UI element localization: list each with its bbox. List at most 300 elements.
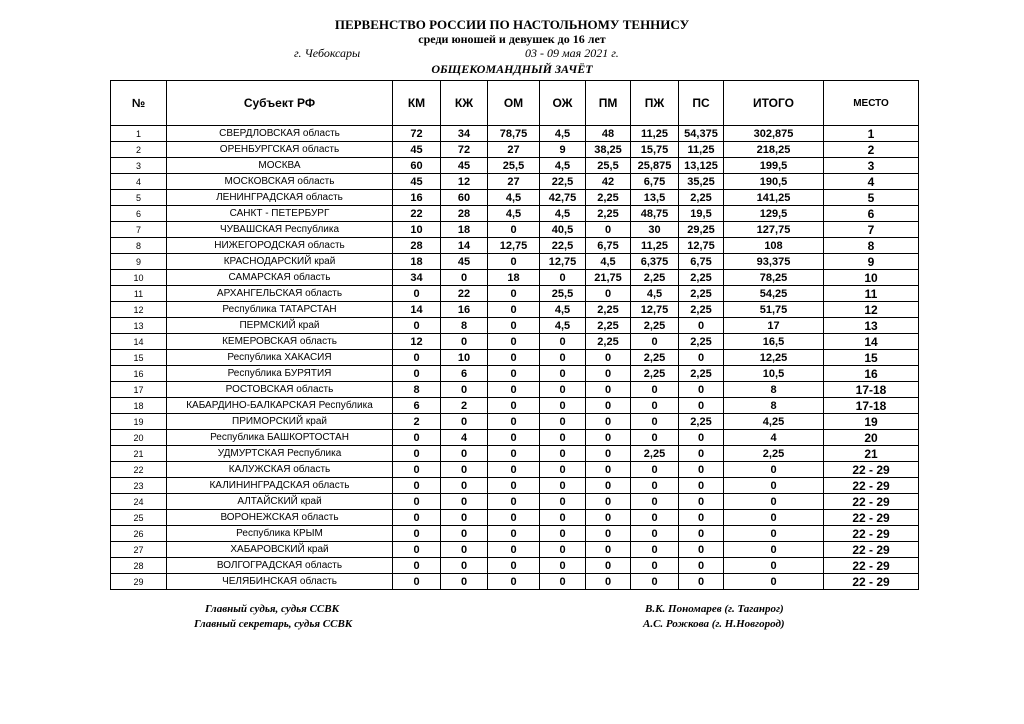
cell-total: 54,25: [724, 286, 824, 302]
cell-ps: 2,25: [679, 190, 724, 206]
cell-ps: 0: [679, 430, 724, 446]
cell-total: 8: [724, 382, 824, 398]
cell-km: 6: [393, 398, 441, 414]
cell-kzh: 12: [441, 174, 488, 190]
cell-ozh: 22,5: [540, 174, 586, 190]
cell-kzh: 0: [441, 478, 488, 494]
cell-total: 0: [724, 574, 824, 590]
cell-pzh: 48,75: [631, 206, 679, 222]
cell-ozh: 0: [540, 478, 586, 494]
cell-pm: 0: [586, 430, 631, 446]
table-row: [111, 318, 919, 334]
cell-subject: РОСТОВСКАЯ область: [167, 382, 393, 398]
cell-pm: 0: [586, 558, 631, 574]
cell-pzh: 2,25: [631, 350, 679, 366]
cell-om: 0: [488, 286, 540, 302]
cell-ozh: 4,5: [540, 206, 586, 222]
cell-place: 12: [824, 302, 919, 318]
cell-subject: ЛЕНИНГРАДСКАЯ область: [167, 190, 393, 206]
cell-ozh: 9: [540, 142, 586, 158]
cell-number: 9: [111, 254, 167, 270]
results-body: [111, 126, 919, 590]
cell-subject: НИЖЕГОРОДСКАЯ область: [167, 238, 393, 254]
cell-subject: ПЕРМСКИЙ край: [167, 318, 393, 334]
cell-ozh: 0: [540, 494, 586, 510]
cell-km: 0: [393, 510, 441, 526]
cell-ps: 2,25: [679, 414, 724, 430]
cell-om: 18: [488, 270, 540, 286]
cell-km: 0: [393, 286, 441, 302]
cell-pzh: 25,875: [631, 158, 679, 174]
chief-secretary-title: Главный секретарь, судья ССВК: [194, 618, 353, 630]
column-header-km: КМ: [393, 81, 441, 126]
cell-number: 4: [111, 174, 167, 190]
cell-pm: 2,25: [586, 190, 631, 206]
cell-place: 15: [824, 350, 919, 366]
table-row: [111, 494, 919, 510]
cell-ozh: 0: [540, 558, 586, 574]
table-row: [111, 254, 919, 270]
cell-ozh: 0: [540, 382, 586, 398]
cell-number: 18: [111, 398, 167, 414]
cell-place: 6: [824, 206, 919, 222]
cell-total: 16,5: [724, 334, 824, 350]
cell-ps: 2,25: [679, 334, 724, 350]
cell-kzh: 0: [441, 334, 488, 350]
cell-ozh: 0: [540, 510, 586, 526]
cell-subject: Республика КРЫМ: [167, 526, 393, 542]
cell-place: 8: [824, 238, 919, 254]
chief-judge-name: В.К. Пономарев (г. Таганрог): [645, 603, 784, 615]
cell-km: 0: [393, 494, 441, 510]
cell-pm: 21,75: [586, 270, 631, 286]
cell-om: 0: [488, 446, 540, 462]
event-city: г. Чебоксары: [294, 46, 361, 60]
cell-subject: Республика БУРЯТИЯ: [167, 366, 393, 382]
column-header-ps: ПС: [679, 81, 724, 126]
cell-place: 7: [824, 222, 919, 238]
cell-km: 14: [393, 302, 441, 318]
cell-pm: 0: [586, 446, 631, 462]
table-row: [111, 126, 919, 142]
cell-number: 6: [111, 206, 167, 222]
cell-place: 22 - 29: [824, 478, 919, 494]
cell-km: 0: [393, 430, 441, 446]
cell-ps: 0: [679, 542, 724, 558]
cell-total: 0: [724, 478, 824, 494]
cell-pzh: 0: [631, 334, 679, 350]
table-row: [111, 334, 919, 350]
cell-pzh: 0: [631, 510, 679, 526]
cell-ozh: 0: [540, 350, 586, 366]
cell-km: 72: [393, 126, 441, 142]
cell-ozh: 12,75: [540, 254, 586, 270]
cell-km: 8: [393, 382, 441, 398]
cell-ozh: 0: [540, 398, 586, 414]
cell-pzh: 6,75: [631, 174, 679, 190]
cell-ps: 0: [679, 398, 724, 414]
cell-number: 28: [111, 558, 167, 574]
cell-total: 0: [724, 542, 824, 558]
cell-subject: МОСКОВСКАЯ область: [167, 174, 393, 190]
cell-number: 24: [111, 494, 167, 510]
cell-total: 141,25: [724, 190, 824, 206]
cell-place: 10: [824, 270, 919, 286]
cell-ps: 12,75: [679, 238, 724, 254]
cell-pzh: 0: [631, 542, 679, 558]
cell-pzh: 2,25: [631, 446, 679, 462]
cell-number: 2: [111, 142, 167, 158]
cell-place: 16: [824, 366, 919, 382]
cell-kzh: 6: [441, 366, 488, 382]
cell-om: 25,5: [488, 158, 540, 174]
cell-ps: 2,25: [679, 270, 724, 286]
cell-ps: 6,75: [679, 254, 724, 270]
table-row: [111, 302, 919, 318]
cell-km: 22: [393, 206, 441, 222]
cell-number: 15: [111, 350, 167, 366]
cell-pzh: 13,5: [631, 190, 679, 206]
cell-km: 0: [393, 350, 441, 366]
cell-ps: 11,25: [679, 142, 724, 158]
cell-ps: 2,25: [679, 286, 724, 302]
cell-om: 0: [488, 510, 540, 526]
cell-om: 0: [488, 430, 540, 446]
cell-pzh: 2,25: [631, 366, 679, 382]
table-row: [111, 366, 919, 382]
cell-kzh: 18: [441, 222, 488, 238]
cell-pzh: 30: [631, 222, 679, 238]
cell-pm: 48: [586, 126, 631, 142]
cell-pm: 0: [586, 542, 631, 558]
table-row: [111, 574, 919, 590]
cell-place: 3: [824, 158, 919, 174]
cell-km: 45: [393, 174, 441, 190]
table-row: [111, 190, 919, 206]
cell-number: 13: [111, 318, 167, 334]
cell-kzh: 0: [441, 446, 488, 462]
cell-total: 8: [724, 398, 824, 414]
cell-ps: 0: [679, 318, 724, 334]
cell-subject: ХАБАРОВСКИЙ край: [167, 542, 393, 558]
cell-om: 0: [488, 414, 540, 430]
cell-pm: 0: [586, 462, 631, 478]
cell-ozh: 25,5: [540, 286, 586, 302]
cell-number: 26: [111, 526, 167, 542]
cell-pm: 0: [586, 510, 631, 526]
cell-subject: ПРИМОРСКИЙ край: [167, 414, 393, 430]
table-row: [111, 558, 919, 574]
cell-om: 0: [488, 318, 540, 334]
chief-secretary-name: А.С. Рожкова (г. Н.Новгород): [643, 618, 785, 630]
cell-ozh: 0: [540, 334, 586, 350]
cell-total: 78,25: [724, 270, 824, 286]
cell-pm: 4,5: [586, 254, 631, 270]
cell-ozh: 0: [540, 462, 586, 478]
cell-ps: 19,5: [679, 206, 724, 222]
table-row: [111, 430, 919, 446]
cell-subject: ОРЕНБУРГСКАЯ область: [167, 142, 393, 158]
column-header-om: ОМ: [488, 81, 540, 126]
cell-km: 12: [393, 334, 441, 350]
cell-kzh: 45: [441, 254, 488, 270]
cell-subject: КРАСНОДАРСКИЙ край: [167, 254, 393, 270]
column-header-total: ИТОГО: [724, 81, 824, 126]
table-row: [111, 510, 919, 526]
cell-om: 0: [488, 574, 540, 590]
cell-pzh: 0: [631, 574, 679, 590]
cell-om: 0: [488, 398, 540, 414]
cell-number: 1: [111, 126, 167, 142]
cell-ps: 0: [679, 462, 724, 478]
cell-subject: АЛТАЙСКИЙ край: [167, 494, 393, 510]
table-row: [111, 174, 919, 190]
cell-kzh: 14: [441, 238, 488, 254]
cell-ozh: 0: [540, 446, 586, 462]
cell-kzh: 34: [441, 126, 488, 142]
cell-ps: 0: [679, 574, 724, 590]
cell-subject: ЧУВАШСКАЯ Республика: [167, 222, 393, 238]
cell-pm: 0: [586, 350, 631, 366]
cell-pm: 0: [586, 398, 631, 414]
cell-pm: 2,25: [586, 334, 631, 350]
cell-om: 0: [488, 350, 540, 366]
column-header-ozh: ОЖ: [540, 81, 586, 126]
cell-ps: 0: [679, 510, 724, 526]
cell-kzh: 0: [441, 382, 488, 398]
cell-total: 218,25: [724, 142, 824, 158]
cell-number: 17: [111, 382, 167, 398]
cell-subject: КАБАРДИНО-БАЛКАРСКАЯ Республика: [167, 398, 393, 414]
cell-total: 12,25: [724, 350, 824, 366]
cell-total: 199,5: [724, 158, 824, 174]
cell-km: 0: [393, 558, 441, 574]
event-dates: 03 - 09 мая 2021 г.: [525, 46, 619, 60]
cell-pm: 0: [586, 366, 631, 382]
table-row: [111, 526, 919, 542]
cell-subject: УДМУРТСКАЯ Республика: [167, 446, 393, 462]
cell-place: 22 - 29: [824, 558, 919, 574]
cell-ozh: 4,5: [540, 302, 586, 318]
cell-total: 0: [724, 462, 824, 478]
cell-km: 60: [393, 158, 441, 174]
cell-pzh: 0: [631, 382, 679, 398]
cell-place: 22 - 29: [824, 494, 919, 510]
cell-place: 22 - 29: [824, 510, 919, 526]
column-header-number: №: [111, 81, 167, 126]
cell-kzh: 8: [441, 318, 488, 334]
cell-kzh: 0: [441, 558, 488, 574]
cell-subject: ВОЛГОГРАДСКАЯ область: [167, 558, 393, 574]
cell-total: 127,75: [724, 222, 824, 238]
cell-pm: 0: [586, 382, 631, 398]
cell-om: 4,5: [488, 190, 540, 206]
cell-subject: Республика ХАКАСИЯ: [167, 350, 393, 366]
table-row: [111, 446, 919, 462]
cell-number: 21: [111, 446, 167, 462]
cell-pzh: 2,25: [631, 270, 679, 286]
cell-kzh: 0: [441, 270, 488, 286]
cell-km: 34: [393, 270, 441, 286]
cell-number: 7: [111, 222, 167, 238]
cell-subject: Республика БАШКОРТОСТАН: [167, 430, 393, 446]
cell-kzh: 4: [441, 430, 488, 446]
cell-kzh: 28: [441, 206, 488, 222]
table-row: [111, 270, 919, 286]
cell-number: 16: [111, 366, 167, 382]
table-row: [111, 398, 919, 414]
cell-om: 0: [488, 462, 540, 478]
cell-place: 20: [824, 430, 919, 446]
cell-total: 51,75: [724, 302, 824, 318]
cell-km: 18: [393, 254, 441, 270]
cell-ozh: 0: [540, 414, 586, 430]
cell-pm: 0: [586, 478, 631, 494]
cell-ozh: 42,75: [540, 190, 586, 206]
cell-om: 0: [488, 558, 540, 574]
cell-subject: МОСКВА: [167, 158, 393, 174]
cell-pzh: 11,25: [631, 238, 679, 254]
cell-place: 4: [824, 174, 919, 190]
cell-place: 5: [824, 190, 919, 206]
table-row: [111, 462, 919, 478]
cell-ps: 35,25: [679, 174, 724, 190]
cell-om: 12,75: [488, 238, 540, 254]
cell-number: 22: [111, 462, 167, 478]
cell-place: 1: [824, 126, 919, 142]
cell-kzh: 10: [441, 350, 488, 366]
cell-om: 78,75: [488, 126, 540, 142]
cell-om: 0: [488, 366, 540, 382]
cell-pm: 0: [586, 222, 631, 238]
cell-number: 14: [111, 334, 167, 350]
cell-subject: ВОРОНЕЖСКАЯ область: [167, 510, 393, 526]
cell-ps: 2,25: [679, 366, 724, 382]
cell-ps: 0: [679, 526, 724, 542]
cell-number: 10: [111, 270, 167, 286]
cell-ps: 0: [679, 558, 724, 574]
table-row: [111, 542, 919, 558]
cell-kzh: 22: [441, 286, 488, 302]
cell-km: 0: [393, 462, 441, 478]
cell-number: 20: [111, 430, 167, 446]
cell-total: 0: [724, 558, 824, 574]
cell-km: 16: [393, 190, 441, 206]
column-header-place: МЕСТО: [824, 81, 919, 126]
cell-kzh: 60: [441, 190, 488, 206]
cell-total: 0: [724, 526, 824, 542]
cell-ps: 13,125: [679, 158, 724, 174]
cell-kzh: 0: [441, 542, 488, 558]
cell-km: 0: [393, 574, 441, 590]
cell-place: 22 - 29: [824, 462, 919, 478]
cell-om: 27: [488, 174, 540, 190]
cell-ozh: 0: [540, 366, 586, 382]
cell-om: 0: [488, 542, 540, 558]
cell-om: 0: [488, 254, 540, 270]
cell-ozh: 0: [540, 542, 586, 558]
cell-om: 0: [488, 494, 540, 510]
cell-total: 0: [724, 510, 824, 526]
cell-pm: 38,25: [586, 142, 631, 158]
cell-om: 0: [488, 334, 540, 350]
cell-km: 0: [393, 366, 441, 382]
cell-ozh: 4,5: [540, 158, 586, 174]
cell-pm: 25,5: [586, 158, 631, 174]
cell-place: 19: [824, 414, 919, 430]
cell-kzh: 16: [441, 302, 488, 318]
cell-pm: 0: [586, 414, 631, 430]
cell-om: 0: [488, 382, 540, 398]
cell-number: 23: [111, 478, 167, 494]
cell-pm: 0: [586, 574, 631, 590]
cell-kzh: 0: [441, 494, 488, 510]
cell-ozh: 0: [540, 526, 586, 542]
cell-pzh: 0: [631, 414, 679, 430]
cell-kzh: 0: [441, 462, 488, 478]
cell-number: 8: [111, 238, 167, 254]
cell-total: 10,5: [724, 366, 824, 382]
cell-kzh: 0: [441, 574, 488, 590]
cell-om: 0: [488, 526, 540, 542]
cell-number: 3: [111, 158, 167, 174]
cell-pm: 0: [586, 286, 631, 302]
cell-number: 5: [111, 190, 167, 206]
cell-subject: КАЛИНИНГРАДСКАЯ область: [167, 478, 393, 494]
table-row: [111, 350, 919, 366]
cell-total: 4,25: [724, 414, 824, 430]
cell-om: 0: [488, 222, 540, 238]
cell-km: 2: [393, 414, 441, 430]
cell-number: 19: [111, 414, 167, 430]
cell-number: 25: [111, 510, 167, 526]
cell-km: 0: [393, 478, 441, 494]
table-row: [111, 382, 919, 398]
cell-ozh: 22,5: [540, 238, 586, 254]
table-row: [111, 414, 919, 430]
table-row: [111, 142, 919, 158]
results-table: [110, 80, 919, 590]
cell-ozh: 40,5: [540, 222, 586, 238]
column-header-pzh: ПЖ: [631, 81, 679, 126]
table-row: [111, 286, 919, 302]
cell-km: 0: [393, 526, 441, 542]
cell-ozh: 4,5: [540, 126, 586, 142]
cell-ps: 0: [679, 382, 724, 398]
cell-ozh: 0: [540, 270, 586, 286]
cell-subject: КЕМЕРОВСКАЯ область: [167, 334, 393, 350]
cell-total: 17: [724, 318, 824, 334]
cell-place: 2: [824, 142, 919, 158]
cell-place: 11: [824, 286, 919, 302]
cell-om: 4,5: [488, 206, 540, 222]
cell-number: 27: [111, 542, 167, 558]
cell-pm: 0: [586, 526, 631, 542]
cell-place: 17-18: [824, 382, 919, 398]
cell-pzh: 0: [631, 462, 679, 478]
cell-kzh: 0: [441, 414, 488, 430]
cell-subject: СВЕРДЛОВСКАЯ область: [167, 126, 393, 142]
cell-place: 22 - 29: [824, 526, 919, 542]
section-title: ОБЩЕКОМАНДНЫЙ ЗАЧЁТ: [431, 62, 593, 76]
cell-km: 0: [393, 446, 441, 462]
table-row: [111, 222, 919, 238]
cell-total: 4: [724, 430, 824, 446]
cell-place: 21: [824, 446, 919, 462]
cell-total: 129,5: [724, 206, 824, 222]
cell-pm: 6,75: [586, 238, 631, 254]
cell-pzh: 0: [631, 526, 679, 542]
